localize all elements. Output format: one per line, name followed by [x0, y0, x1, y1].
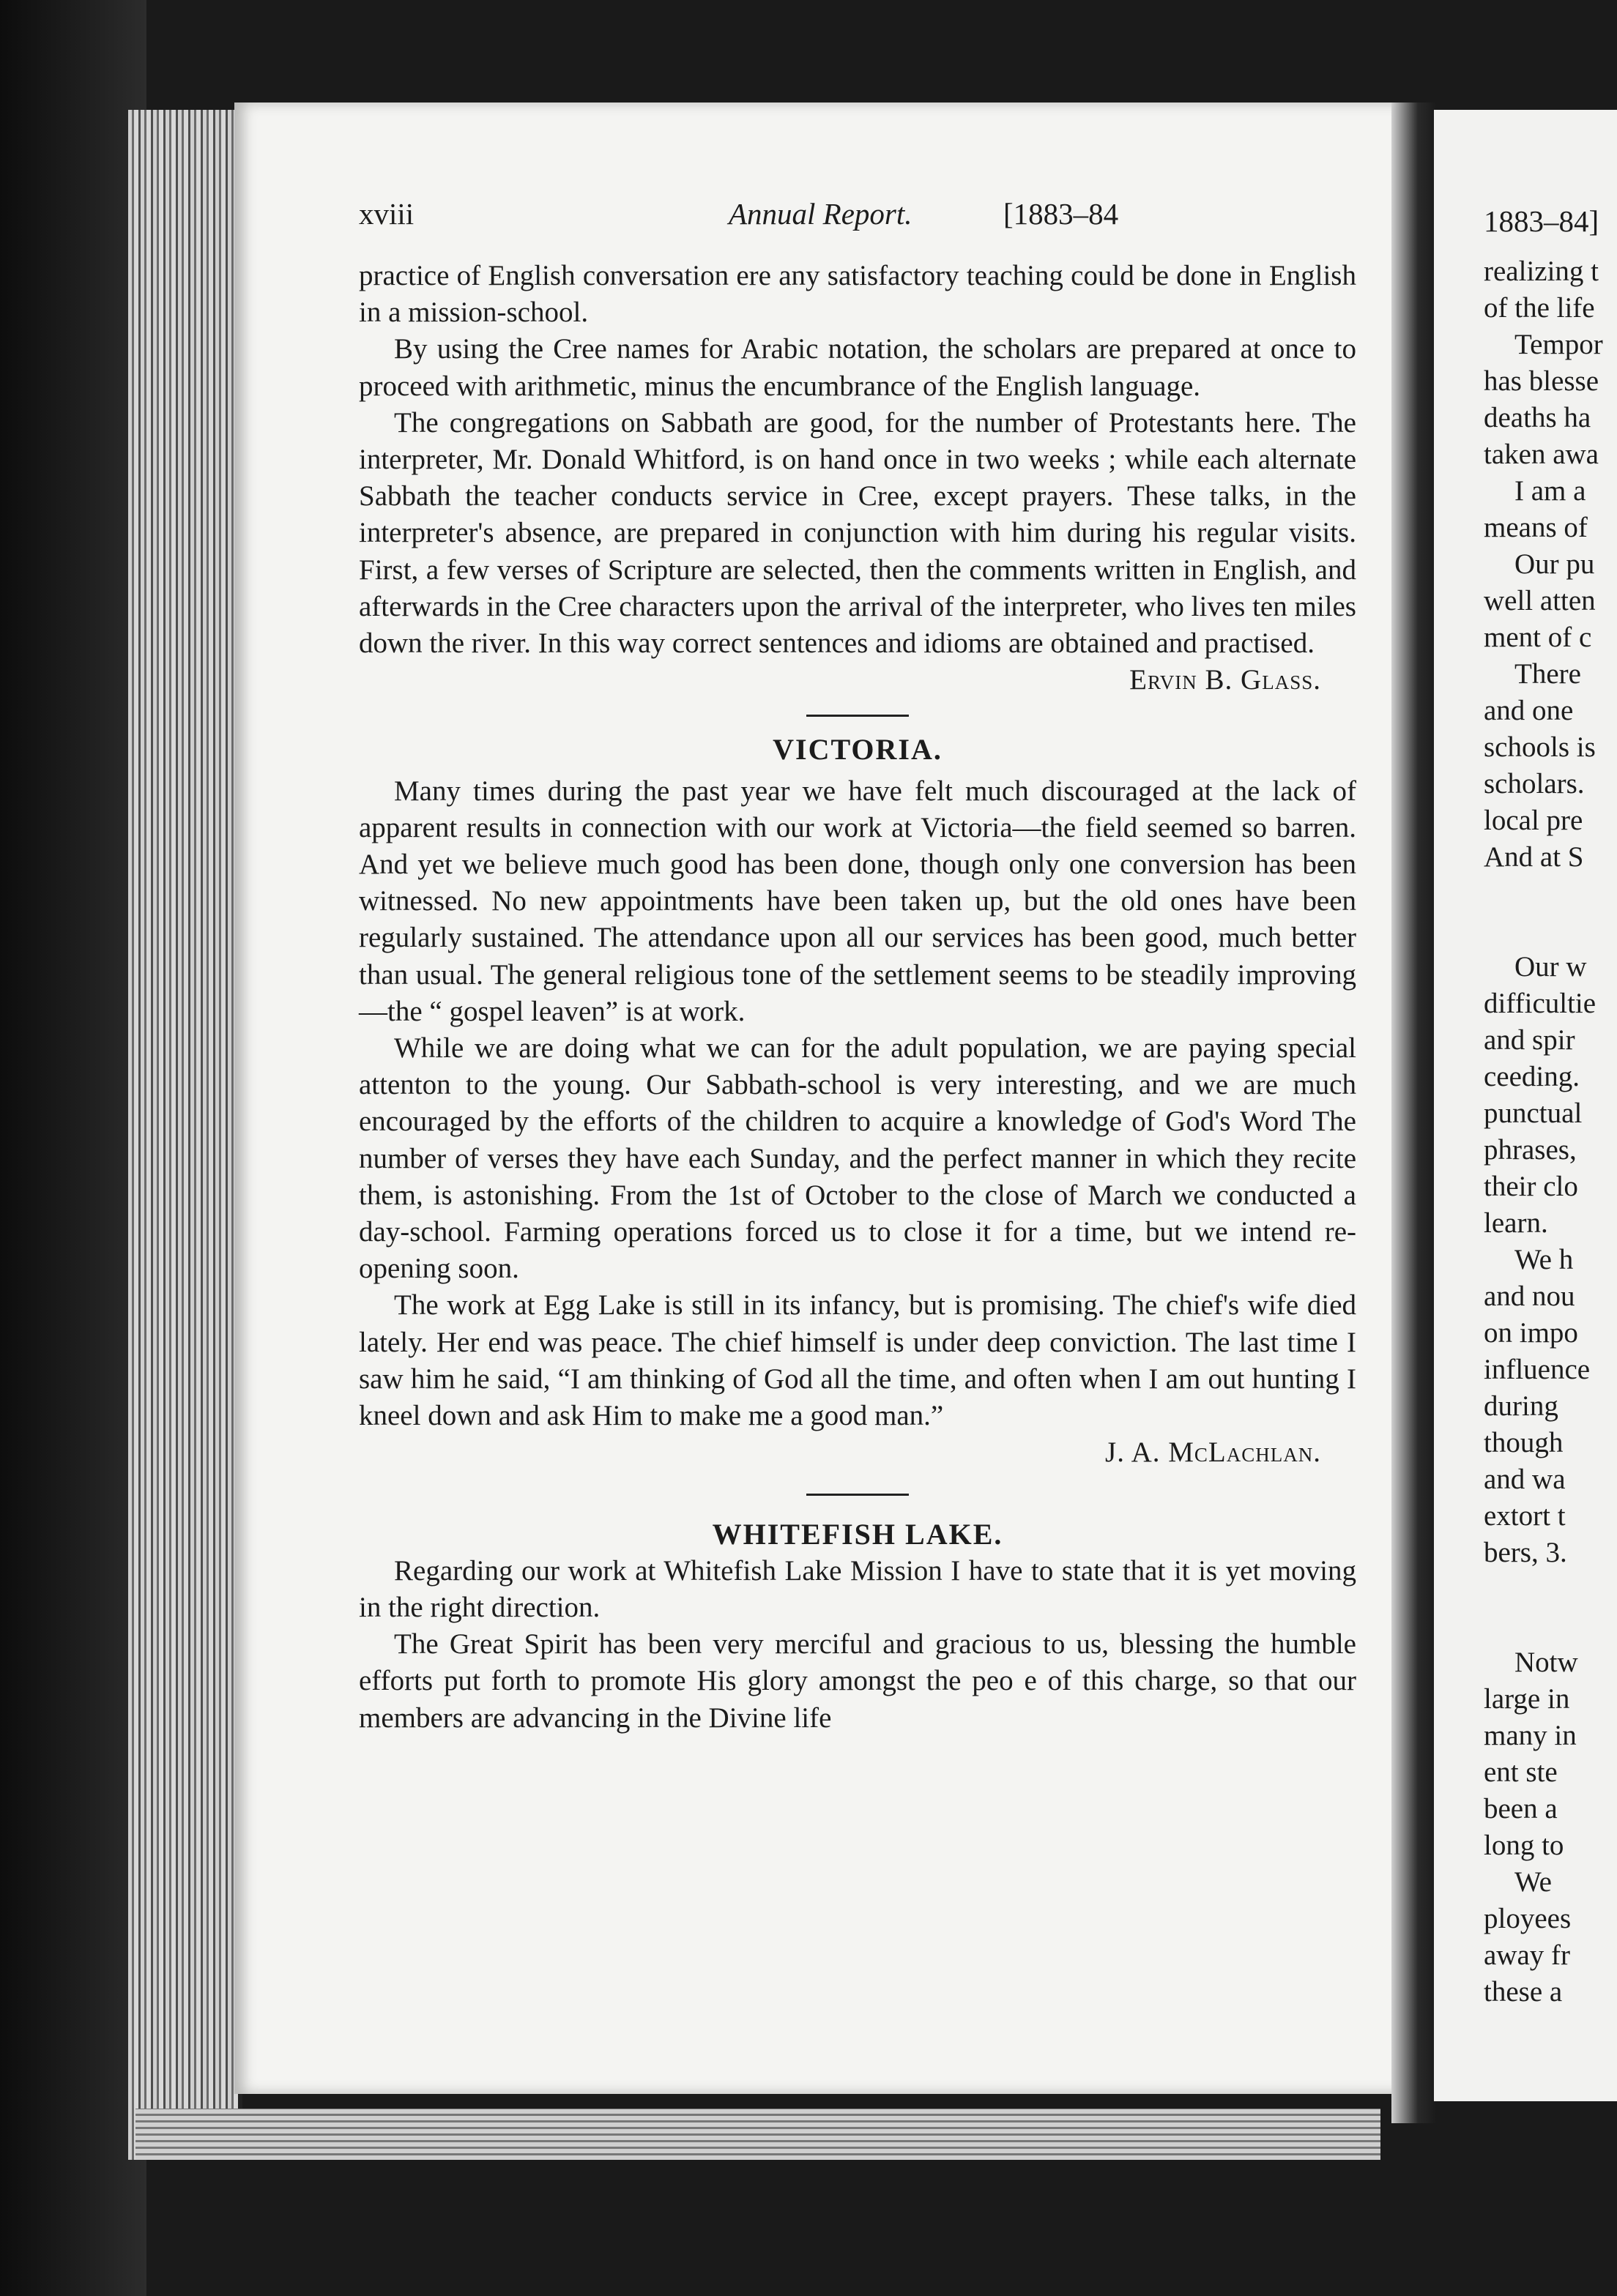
page-folio: xviii	[359, 197, 415, 231]
right-page-line: of the life	[1484, 292, 1595, 324]
signature-glass: Ervin B. Glass.	[1129, 664, 1321, 696]
right-page-line: and one	[1484, 695, 1574, 726]
paragraph: The congregations on Sabbath are good, for the number of Protestants here. The interpreter, Mr. Donald Whitford, is on hand once in two weeks ; while each alternate Sabbath the teacher conducts service in Cree, except prayers. These talks, in the interpreter's absence, are prepared in conjunction with him during his regular visits. First, a few verses of Scripture are selected, then the comments written in English, and afterwards in the Cree characters upon the arrival of the interpreter, who lives ten miles down the river. In this way correct sentences and idioms are obtained and practised.	[359, 406, 1356, 660]
left-page	[234, 102, 1399, 2094]
signature-mclachlan: J. A. McLachlan.	[1105, 1436, 1321, 1469]
section-title-whitefish-lake: WHITEFISH LAKE.	[712, 1517, 1003, 1551]
book-gutter	[1391, 102, 1435, 2123]
right-page-line: And at S	[1484, 841, 1584, 873]
right-page-line: deaths ha	[1484, 402, 1591, 433]
paragraph: Many times during the past year we have felt much discouraged at the lack of apparent results in connection with our work at Victoria—the field seemed so barren. And yet we believe much good has been done, though only one conversion has been witnessed. No new appointments have been taken up, but the old ones have been regularly sustained. The attendance upon all our services has been good, much better than usual. The general religious tone of the settlement seems to be steadily improving—the “ gospel leaven” is at work.	[359, 775, 1356, 1027]
right-page-line: ceeding.	[1484, 1061, 1580, 1092]
right-page-line: influence	[1484, 1354, 1591, 1385]
right-page-line: learn.	[1484, 1207, 1548, 1239]
right-page-line: There	[1514, 658, 1581, 690]
paragraph: The work at Egg Lake is still in its infancy, but is promising. The chief's wife died lately. Her end was peace. The chief himself is under deep conviction. The last time I saw him he said, “I am thinking of God all the time, and often when I am out hunting I kneel down and ask Him to make me a good man.”	[359, 1289, 1356, 1432]
right-page-line: Our w	[1514, 951, 1587, 983]
right-page-line: their clo	[1484, 1171, 1578, 1202]
right-page-line: ent ste	[1484, 1756, 1558, 1788]
right-page-line: I am a	[1514, 475, 1586, 507]
right-page-line: scholars.	[1484, 768, 1585, 800]
right-page-line: has blesse	[1484, 365, 1599, 397]
right-page-line: on impo	[1484, 1317, 1578, 1349]
page-body	[359, 258, 1356, 1737]
right-page-line: punctual	[1484, 1097, 1583, 1129]
right-page-line: realizing t	[1484, 256, 1599, 287]
background-dark	[0, 0, 146, 2296]
right-page-line: well atten	[1484, 585, 1596, 616]
page-header	[359, 196, 1399, 240]
right-page-line: though	[1484, 1427, 1564, 1458]
page-stack-edge	[128, 110, 242, 2160]
right-page-line: phrases,	[1484, 1134, 1577, 1166]
right-page-line: away fr	[1484, 1939, 1571, 1971]
right-page-line: taken awa	[1484, 439, 1599, 470]
right-page-header: 1883–84]	[1484, 204, 1599, 238]
right-page-line: local pre	[1484, 805, 1583, 836]
right-page-line: Tempor	[1514, 329, 1603, 360]
right-page-line: schools is	[1484, 731, 1596, 763]
right-page-line: during	[1484, 1390, 1558, 1422]
right-page-line: bers, 3.	[1484, 1537, 1567, 1568]
paragraph: By using the Cree names for Arabic notation, the scholars are prepared at once to proceed with arithmetic, minus the encumbrance of the English language.	[359, 333, 1356, 402]
right-page-line: difficultie	[1484, 988, 1596, 1019]
page-stack-bottom	[135, 2109, 1380, 2160]
right-page-line: We h	[1514, 1244, 1574, 1275]
paragraph: The Great Spirit has been very merciful and gracious to us, blessing the humble efforts put forth to promote His glory amongst the peo e of this charge, so that our members are advancing in the Divine life	[359, 1628, 1356, 1734]
right-page-line: large in	[1484, 1683, 1570, 1715]
section-title-victoria: VICTORIA.	[773, 733, 943, 767]
right-page-line: these a	[1484, 1976, 1563, 2008]
right-page-line: means of	[1484, 512, 1588, 543]
right-page-line: Our pu	[1514, 548, 1595, 580]
right-page-line: long to	[1484, 1830, 1564, 1861]
right-page-line: Notw	[1514, 1647, 1578, 1678]
right-page-line: ployees	[1484, 1903, 1572, 1934]
right-page-line: extort t	[1484, 1500, 1566, 1532]
header-years: [1883–84	[1003, 197, 1119, 231]
right-page-line: and spir	[1484, 1024, 1575, 1056]
right-page-line: many in	[1484, 1720, 1577, 1751]
right-page-line: We	[1514, 1866, 1552, 1898]
paragraph: Regarding our work at Whitefish Lake Mission I have to state that it is yet moving in the right direction.	[359, 1554, 1356, 1623]
right-page-line: and wa	[1484, 1464, 1566, 1495]
paragraph: practice of English conversation ere any satisfactory teaching could be done in English in a mission-school.	[359, 260, 1356, 329]
paragraph: While we are doing what we can for the adult population, we are paying special attenton to the young. Our Sabbath-school is very interesting, and we are much encouraged by the efforts of the children to acquire a knowledge of God's Word The number of verses they have each Sunday, and the perfect manner in which they recite them, is astonishing. From the 1st of October to the close of March we conducted a day-school. Farming operations forced us to close it for a time, but we intend re-opening soon.	[359, 1032, 1356, 1285]
right-page-line: and nou	[1484, 1281, 1575, 1312]
right-page-line: been a	[1484, 1793, 1558, 1824]
running-title: Annual Report.	[729, 197, 912, 231]
right-page-line: ment of c	[1484, 622, 1592, 653]
right-page	[1434, 110, 1617, 2101]
